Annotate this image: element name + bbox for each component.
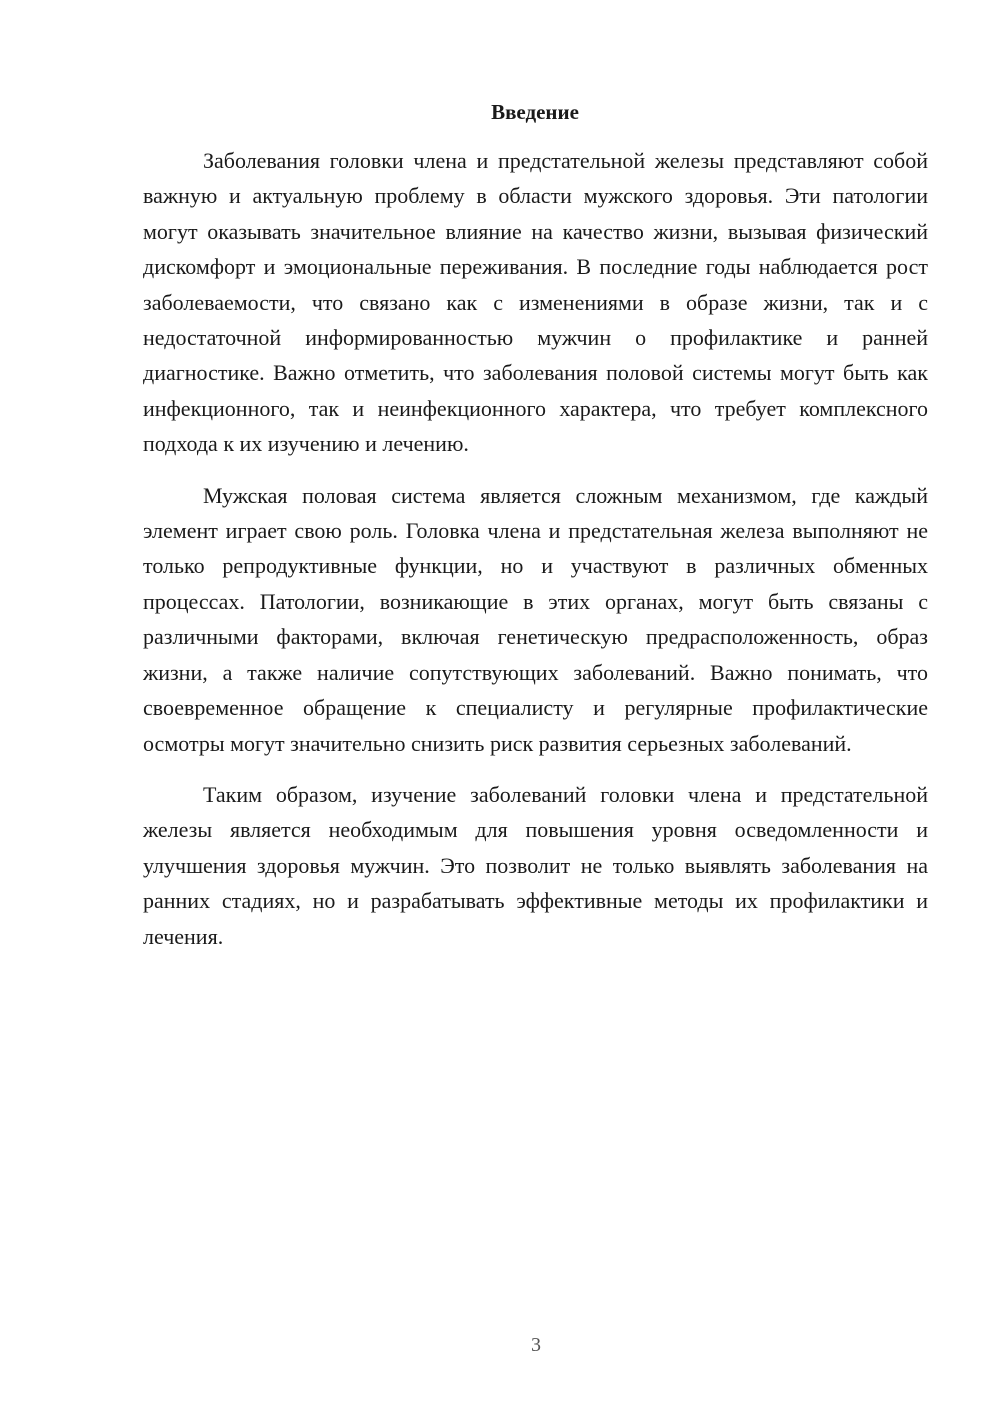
body-text [143,143,928,970]
page-number: 3 [531,1334,541,1356]
paragraph-3: Таким образом, изучение заболеваний головки члена и предстательной железы является необходимым для повышения уровня осведомленности и улучшения здоровья мужчин. Это позволит не только выявлять заболевания на ранних стадиях, но и разрабатывать эффективные методы их профилактики и лечения. [143,781,928,949]
paragraph-1: Заболевания головки члена и предстательной железы представляют собой важную и актуальную проблему в области мужского здоровья. Эти патологии могут оказывать значительное влияние на качество жизни, вызывая физический дискомфорт и эмоциональные переживания. В последние годы наблюдается рост заболеваемости, что связано как с изменениями в образе жизни, так и с недостаточной информированностью мужчин о профилактике и ранней диагностике. Важно отметить, что заболевания половой системы могут быть как инфекционного, так и неинфекционного характера, что требует комплексного подхода к их изучению и лечению. [143,148,928,457]
section-heading: Введение [491,100,579,124]
paragraph-2: Мужская половая система является сложным механизмом, где каждый элемент играет свою роль. Головка члена и предстательная железа выполняют не только репродуктивные функции, но и участвуют в различных обменных процессах. Патологии, возникающие в этих органах, могут быть связаны с различными факторами, включая генетическую предрасположенность, образ жизни, а также наличие сопутствующих заболеваний. Важно понимать, что своевременное обращение к специалисту и регулярные профилактические осмотры могут значительно снизить риск развития серьезных заболеваний. [143,482,928,756]
